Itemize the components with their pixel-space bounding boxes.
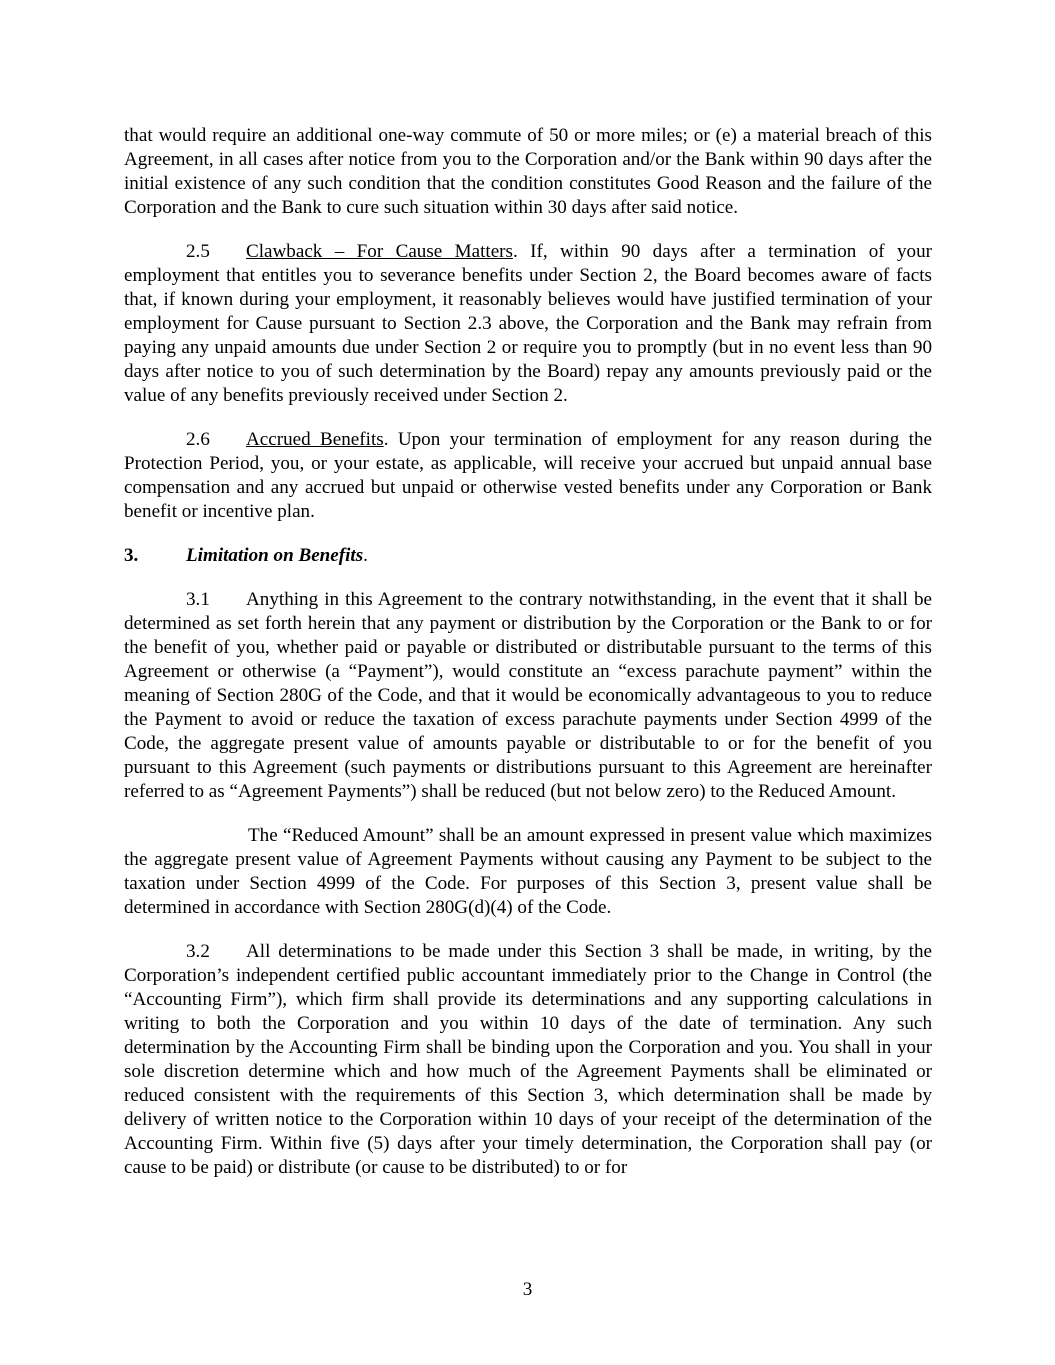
section-2-6-number: 2.6 <box>186 429 210 450</box>
section-2-5-body: . If, within 90 days after a termination of your employment that entitles you to severance benefits under Section 2, the Board becomes aware of facts that, if known during your employment, it reasonably believes would have justified termination of your employment for Cause pursuant to Section 2.3 above, the Corporation and the Bank may refrain from paying any unpaid amounts due under Section 2 or require you to promptly (but in no event less than 90 days after notice to you of such determination by the Board) repay any amounts previously paid or the value of any benefits previously received under Section 2. <box>124 241 933 406</box>
page-number: 3 <box>522 1279 533 1300</box>
section-2-6-body: . Upon your termination of employment for any reason during the Protection Period, you, or your estate, as applicable, will receive your accrued but unpaid annual base compensation and any accrued but unpaid or otherwise vested benefits under any Corporation or Bank benefit or incentive plan. <box>124 429 932 522</box>
section-3-title-suffix: . <box>363 545 368 566</box>
section-3-1-continuation-text: The “Reduced Amount” shall be an amount expressed in present value which maximizes the aggregate present value of Agreement Payments without causing any Payment to be subject to the taxation under Section 4999 of the Code. For purposes of this Section 3, present value shall be determined in accordance with Section 280G(d)(4) of the Code. <box>124 825 932 918</box>
section-2-6-title: Accrued Benefits <box>246 429 384 450</box>
section-2-6 <box>124 428 932 524</box>
section-3-number: 3. <box>124 545 139 566</box>
section-2-5-number: 2.5 <box>186 241 210 262</box>
section-3-2 <box>124 940 932 1180</box>
section-3-heading <box>124 544 932 568</box>
section-3-title: Limitation on Benefits <box>186 545 364 566</box>
section-3-1-continuation <box>124 824 932 920</box>
section-3-2-body: All determinations to be made under this Section 3 shall be made, in writing, by the Corporation’s independent certified public accountant immediately prior to the Change in Control (the “Accounting Firm”), which firm shall provide its determinations and any supporting calculations in writing to both the Corporation and you within 10 days of the date of termination. Any such determination by the Accounting Firm shall be binding upon the Corporation and you. You shall in your sole discretion determine which and how much of the Agreement Payments shall be eliminated or reduced consistent with the requirements of this Section 3, which determination shall be made by delivery of written notice to the Corporation within 10 days of your receipt of the determination of the Accounting Firm. Within five (5) days after your timely determination, the Corporation shall pay (or cause to be paid) or distribute (or cause to be distributed) to or for <box>124 941 932 1178</box>
section-3-1-number: 3.1 <box>186 589 210 610</box>
intro-paragraph: that would require an additional one-way commute of 50 or more miles; or (e) a material breach of this Agreement, in all cases after notice from you to the Corporation and/or the Bank within 90 days after the initial existence of any such condition that the condition constitutes Good Reason and the failure of the Corporation and the Bank to cure such situation within 30 days after said notice. <box>124 125 932 218</box>
section-3-1 <box>124 588 932 804</box>
document-page <box>124 124 932 1180</box>
section-3-1-body: Anything in this Agreement to the contrary notwithstanding, in the event that it shall be determined as set forth herein that any payment or distribution by the Corporation or the Bank to or for the benefit of you, whether paid or payable or distributed or distributable pursuant to the terms of this Agreement or otherwise (a “Payment”), would constitute an “excess parachute payment” within the meaning of Section 280G of the Code, and that it would be economically advantageous to you to reduce the Payment to avoid or reduce the taxation of excess parachute payments under Section 4999 of the Code, the aggregate present value of amounts payable or distributable to or for the benefit of you pursuant to this Agreement (such payments or distributions pursuant to this Agreement are hereinafter referred to as “Agreement Payments”) shall be reduced (but not below zero) to the Reduced Amount. <box>124 589 932 802</box>
section-3-2-number: 3.2 <box>186 941 210 962</box>
section-2-5 <box>124 240 932 408</box>
section-2-5-title: Clawback – For Cause Matters <box>246 241 513 262</box>
